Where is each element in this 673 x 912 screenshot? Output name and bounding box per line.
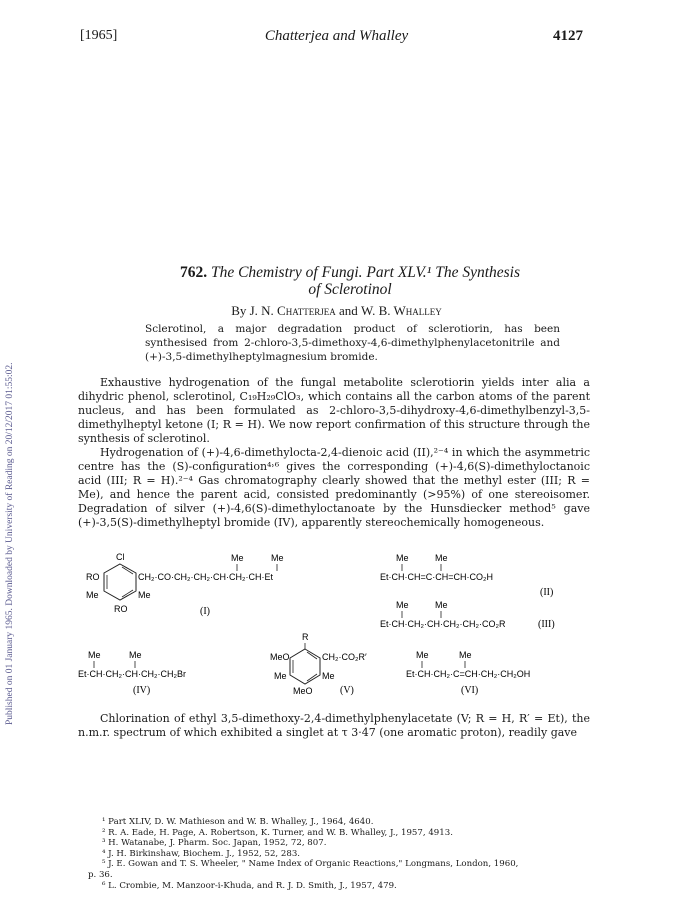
title-line-1: The Chemistry of Fungi. Part XLV.¹ The Synthesis bbox=[210, 264, 521, 281]
footnote-5-continued: p. 36. bbox=[88, 869, 113, 880]
label-III: (III) bbox=[538, 619, 555, 630]
running-title: Chatterjea and Whalley bbox=[264, 28, 409, 44]
structure-VI bbox=[406, 650, 530, 696]
page-number: 4127 bbox=[553, 28, 583, 44]
article-number: 762. bbox=[179, 264, 208, 281]
authors bbox=[0, 303, 673, 319]
body-text-top bbox=[78, 376, 590, 530]
authors-prefix: By bbox=[231, 303, 247, 318]
structure-I bbox=[86, 552, 284, 617]
footnote-3: ³ H. Watanabe, J. Pharm. Soc. Japan, 1952, 72, 807. bbox=[102, 838, 327, 849]
benzene-ring-V bbox=[290, 649, 320, 684]
me-III-2: Me bbox=[435, 600, 448, 610]
paragraph-1: Exhaustive hydrogenation of the fungal metabolite sclerotiorin yields inter alia a dihydric phenol, sclerotinol, C₁₉H₂₉ClO₃, which contains all the carbon atoms of the parent nucleus, and has been formulated as 2-chloro-3,5-dihydroxy-4,6-dimethylbenzyl-3,5-dimethylheptyl ketone (I; R = H). We now report confirmation of this structure through the synthesis of sclerotinol. bbox=[78, 376, 590, 445]
article-title bbox=[110, 264, 590, 298]
author-1: J. N. Chatterjea bbox=[249, 303, 336, 318]
chain-V: CH₂·CO₂R′ bbox=[322, 652, 367, 662]
author-2: W. B. Whalley bbox=[361, 303, 442, 318]
structure-II bbox=[380, 553, 553, 598]
structure-III bbox=[380, 600, 555, 630]
footnote-6: ⁶ L. Crombie, M. Manzoor-i-Khuda, and R. J. D. Smith, J., 1957, 479. bbox=[102, 880, 397, 891]
authors-and: and bbox=[338, 303, 358, 318]
body-text-bottom bbox=[78, 712, 590, 740]
footnote-4: ⁴ J. H. Birkinshaw, Biochem. J., 1952, 52, 283. bbox=[102, 848, 301, 859]
footnote-1: ¹ Part XLIV, D. W. Mathieson and W. B. Whalley, J., 1964, 4640. bbox=[102, 817, 374, 827]
me-II-2: Me bbox=[435, 553, 448, 563]
paragraph-2: Hydrogenation of (+)-4,6-dimethylocta-2,4-dienoic acid (II),²⁻⁴ in which the asymmetric centre has the (S)-configuration⁴˒⁶ gives the corresponding (+)-4,6(S)-dimethyloctanoic acid (III; R = H).²⁻⁴ Gas chromatography clearly showed that the methyl ester (III; R = Me), and hence the parent acid, consisted predominantly (>95%) of one stereoisomer. Degradation of silver (+)-4,6(S)-dimethyloctanoate by the Hunsdiecker method⁵ gave (+)-3,5(S)-dimethylheptyl bromide (IV), apparently stereochemically homogeneous. bbox=[78, 446, 590, 529]
meo-top-V: MeO bbox=[270, 652, 290, 662]
ro-top-label: RO bbox=[86, 572, 100, 582]
formula-II: Et·CH·CH=C·CH=CH·CO₂H bbox=[380, 572, 493, 582]
structure-IV bbox=[78, 650, 186, 696]
footnote-5: ⁵ J. E. Gowan and T. S. Wheeler, " Name Index of Organic Reactions," Longmans, London, 1960, bbox=[102, 859, 519, 870]
me-IV-1: Me bbox=[88, 650, 101, 660]
download-notice: Published on 01 January 1965. Downloaded by University of Reading on 20/12/2017 01:55:02. bbox=[5, 362, 15, 725]
abstract: Sclerotinol, a major degradation product of sclerotiorin, has been synthesised from 2-chloro-3,5-dimethoxy-4,6-dimethylphenylacetonitrile and (+)-3,5-dimethylheptylmagnesium bromide. bbox=[145, 323, 560, 363]
me-chain2-label: Me bbox=[271, 553, 284, 563]
label-I: (I) bbox=[200, 606, 210, 617]
formula-III: Et·CH·CH₂·CH·CH₂·CH₂·CO₂R bbox=[380, 619, 506, 629]
chemical-structures bbox=[78, 548, 598, 703]
me-II-1: Me bbox=[396, 553, 409, 563]
me-right-label: Me bbox=[138, 590, 151, 600]
meo-bottom-V: MeO bbox=[293, 686, 313, 696]
footnotes bbox=[78, 817, 590, 891]
me-left-V: Me bbox=[274, 671, 287, 681]
me-VI-1: Me bbox=[416, 650, 429, 660]
structure-V bbox=[270, 632, 367, 696]
label-IV: (IV) bbox=[133, 685, 151, 696]
ro-bottom-label: RO bbox=[114, 604, 128, 614]
title-line-2: of Sclerotinol bbox=[308, 281, 392, 298]
chlorine-label: Cl bbox=[116, 552, 125, 562]
footnote-2: ² R. A. Eade, H. Page, A. Robertson, K. Turner, and W. B. Whalley, J., 1957, 4913. bbox=[102, 827, 453, 838]
me-IV-2: Me bbox=[129, 650, 142, 660]
me-VI-2: Me bbox=[459, 650, 472, 660]
label-II: (II) bbox=[540, 587, 554, 598]
r-label-V: R bbox=[302, 632, 309, 642]
label-V: (V) bbox=[340, 685, 354, 696]
me-chain1-label: Me bbox=[231, 553, 244, 563]
formula-IV: Et·CH·CH₂·CH·CH₂·CH₂Br bbox=[78, 669, 186, 679]
label-VI: (VI) bbox=[461, 685, 479, 696]
me-right-V: Me bbox=[322, 671, 335, 681]
benzene-ring-I bbox=[104, 564, 136, 600]
chain-I: CH₂·CO·CH₂·CH₂·CH·CH₂·CH·Et bbox=[138, 572, 273, 582]
year-header: [1965] bbox=[80, 28, 118, 43]
me-left-label: Me bbox=[86, 590, 99, 600]
me-III-1: Me bbox=[396, 600, 409, 610]
formula-VI: Et·CH·CH₂·C=CH·CH₂·CH₂OH bbox=[406, 669, 531, 679]
paragraph-3: Chlorination of ethyl 3,5-dimethoxy-2,4-dimethylphenylacetate (V; R = H, R′ = Et), the n.m.r. spectrum of which exhibited a singlet at τ 3·47 (one aromatic proton), readily gave bbox=[78, 712, 590, 739]
